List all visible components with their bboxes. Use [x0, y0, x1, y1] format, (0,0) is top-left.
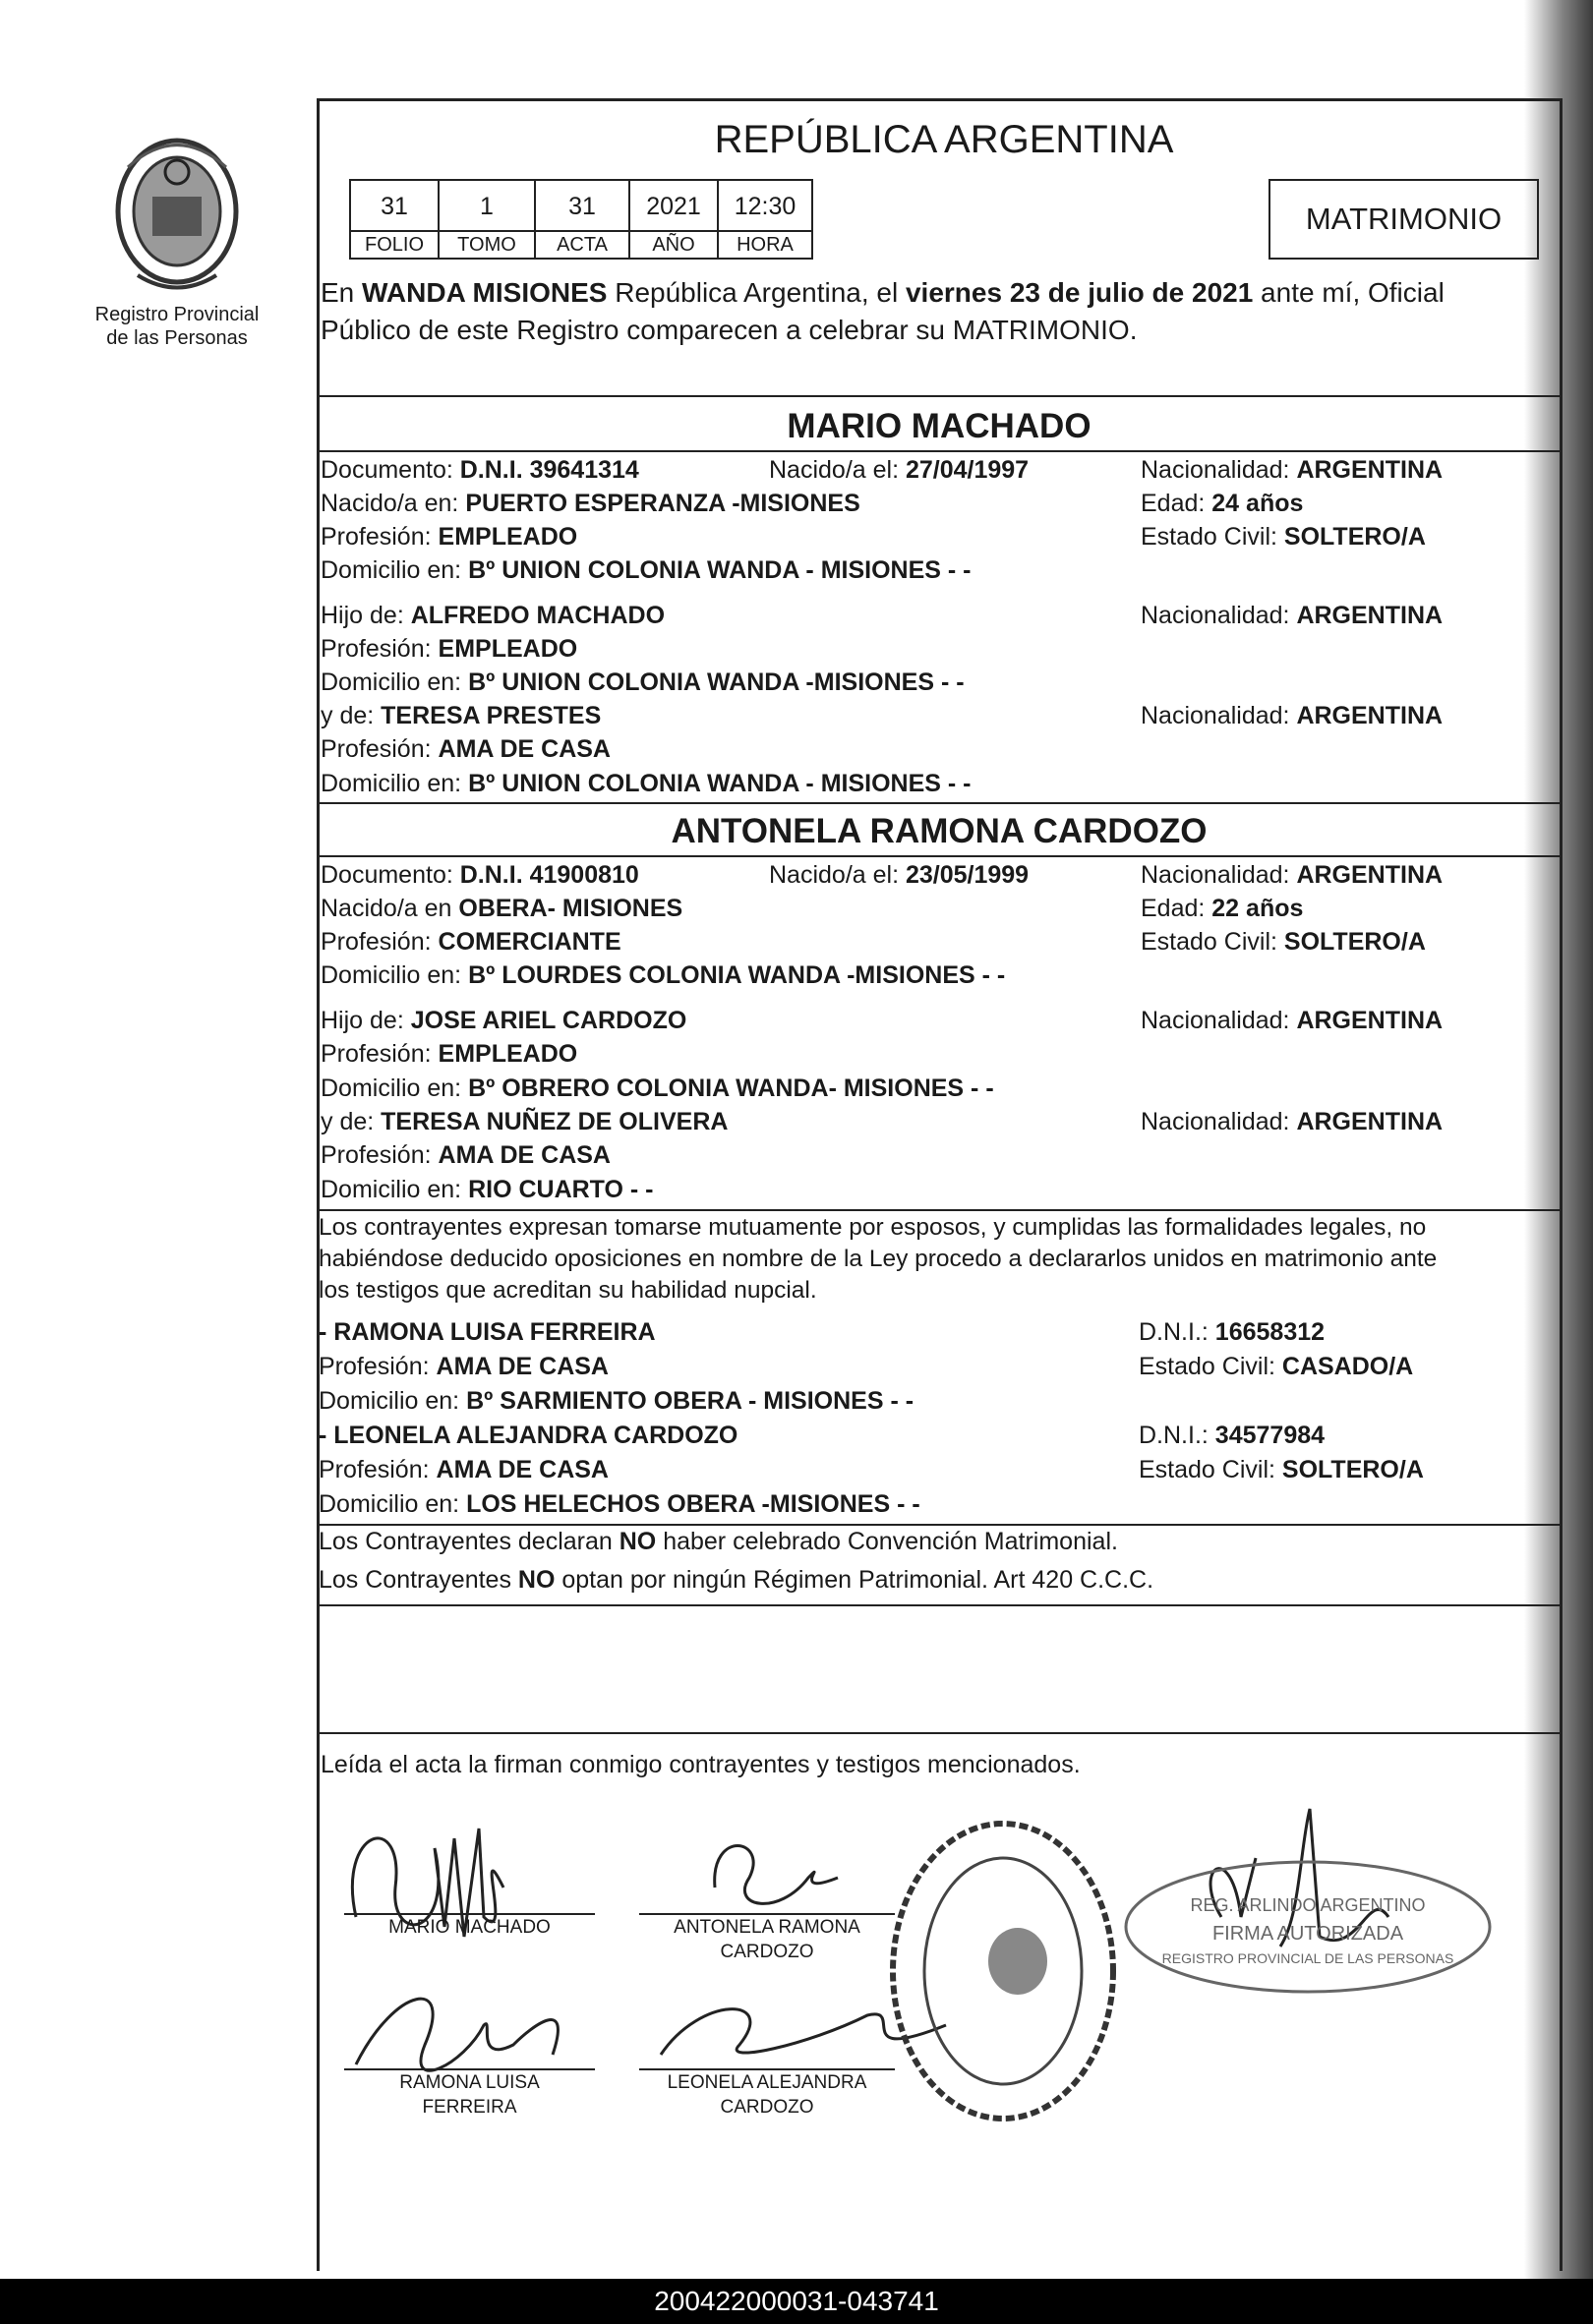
spouse1-father-nacionalidad: Nacionalidad: ARGENTINA — [1141, 602, 1444, 629]
declaration-line-1: Los contrayentes expresan tomarse mutuamente por esposos, y cumplidas las formalidades legales, no — [319, 1214, 1427, 1241]
witness2-domicilio: Domicilio en: LOS HELECHOS OBERA -MISIONES - - — [319, 1490, 920, 1518]
spouse1-nacido-el: Nacido/a el: 27/04/1997 — [769, 456, 1030, 484]
spouse2-mother-nacionalidad: Nacionalidad: ARGENTINA — [1141, 1108, 1444, 1135]
field-acta-label: ACTA — [557, 234, 608, 256]
witness1-estado-civil: Estado Civil: CASADO/A — [1139, 1353, 1414, 1380]
spouse2-mother-domicilio: Domicilio en: RIO CUARTO - - — [321, 1176, 654, 1203]
field-ano-label: AÑO — [652, 234, 695, 256]
spouse1-father-domicilio: Domicilio en: Bº UNION COLONIA WANDA -MISIONES - - — [321, 668, 965, 696]
spouse1-nacido-en: Nacido/a en: PUERTO ESPERANZA -MISIONES — [321, 490, 860, 517]
signature-antonela — [715, 1846, 838, 1904]
spouse1-mother-profesion: Profesión: AMA DE CASA — [321, 735, 611, 763]
divider-7 — [317, 1604, 1562, 1606]
spouse1-documento: Documento: D.N.I. 39641314 — [321, 456, 639, 484]
witness2-estado-civil: Estado Civil: SOLTERO/A — [1139, 1456, 1424, 1483]
spouse1-mother: y de: TERESA PRESTES — [321, 702, 602, 729]
spouse1-nacionalidad: Nacionalidad: ARGENTINA — [1141, 456, 1444, 484]
field-hora-value: 12:30 — [734, 193, 796, 220]
spouse2-domicilio: Domicilio en: Bº LOURDES COLONIA WANDA -MISIONES - - — [321, 961, 1006, 989]
spouse2-nacido-el: Nacido/a el: 23/05/1999 — [769, 861, 1030, 889]
spouse1-name: MARIO MACHADO — [787, 407, 1092, 445]
witness1-name: - RAMONA LUISA FERREIRA — [319, 1318, 656, 1346]
spouse1-domicilio: Domicilio en: Bº UNION COLONIA WANDA - MISIONES - - — [321, 556, 972, 584]
witness2-dni: D.N.I.: 34577984 — [1139, 1422, 1326, 1449]
divider-1 — [317, 395, 1562, 397]
spouse1-mother-domicilio: Domicilio en: Bº UNION COLONIA WANDA - MISIONES - - — [321, 770, 972, 797]
signature-label-4a: LEONELA ALEJANDRA — [667, 2072, 867, 2093]
field-hora-label: HORA — [737, 234, 794, 256]
field-folio-value: 31 — [381, 193, 408, 220]
spouse1-estado-civil: Estado Civil: SOLTERO/A — [1141, 523, 1426, 551]
spouse2-father-nacionalidad: Nacionalidad: ARGENTINA — [1141, 1007, 1444, 1034]
registry-stamp — [885, 1814, 1121, 2128]
intro-line-1: En WANDA MISIONES República Argentina, el viernes 23 de julio de 2021 ante mí, Oficial — [321, 277, 1445, 308]
divider-5 — [317, 1209, 1562, 1211]
misiones-seal-icon — [98, 128, 256, 295]
spouse1-father: Hijo de: ALFREDO MACHADO — [321, 602, 666, 629]
official-stamp-line-3: REGISTRO PROVINCIAL DE LAS PERSONAS — [1161, 1950, 1454, 1966]
spouse1-profesion: Profesión: EMPLEADO — [321, 523, 578, 551]
spouse1-edad: Edad: 24 años — [1141, 490, 1304, 517]
witness2-profesion: Profesión: AMA DE CASA — [319, 1456, 609, 1483]
spouse2-name: ANTONELA RAMONA CARDOZO — [671, 812, 1208, 850]
page-title: REPÚBLICA ARGENTINA — [714, 118, 1174, 161]
official-stamp — [1121, 1853, 1495, 2001]
declaration-line-3: los testigos que acreditan su habilidad nupcial. — [319, 1277, 817, 1304]
declaration-line-2: habiéndose deducido oposiciones en nombre de la Ley procedo a declararlos unidos en matrimonio ante — [319, 1246, 1438, 1272]
registry-logo — [98, 128, 256, 295]
spouse2-nacionalidad: Nacionalidad: ARGENTINA — [1141, 861, 1444, 889]
intro-date: viernes 23 de julio de 2021 — [905, 277, 1254, 308]
spouse2-father-domicilio: Domicilio en: Bº OBRERO COLONIA WANDA- MISIONES - - — [321, 1075, 994, 1102]
spouse2-father-profesion: Profesión: EMPLEADO — [321, 1040, 578, 1068]
field-acta-value: 31 — [568, 193, 596, 220]
field-ano-value: 2021 — [646, 193, 701, 220]
official-stamp-line-2: FIRMA AUTORIZADA — [1211, 1923, 1404, 1945]
signature-label-4b: CARDOZO — [720, 2097, 814, 2118]
witness1-dni: D.N.I.: 16658312 — [1139, 1318, 1326, 1346]
record-type: MATRIMONIO — [1305, 202, 1503, 236]
witness2-name: - LEONELA ALEJANDRA CARDOZO — [319, 1422, 738, 1449]
closing-text: Leída el acta la firman conmigo contrayentes y testigos mencionados. — [321, 1751, 1081, 1778]
signature-label-3b: FERREIRA — [422, 2097, 517, 2118]
signature-label-2a: ANTONELA RAMONA — [674, 1917, 860, 1938]
spouse2-profesion: Profesión: COMERCIANTE — [321, 928, 621, 956]
divider-3 — [317, 802, 1562, 804]
spouse1-mother-nacionalidad: Nacionalidad: ARGENTINA — [1141, 702, 1444, 729]
registry-label-1: Registro Provincial — [94, 304, 260, 325]
field-tomo-value: 1 — [480, 193, 494, 220]
signature-label-1: MARIO MACHADO — [388, 1917, 551, 1938]
frame-top — [317, 98, 1562, 101]
spouse2-mother: y de: TERESA NUÑEZ DE OLIVERA — [321, 1108, 729, 1135]
field-tomo-label: TOMO — [457, 234, 516, 256]
witness1-domicilio: Domicilio en: Bº SARMIENTO OBERA - MISIONES - - — [319, 1387, 914, 1415]
divider-4 — [317, 855, 1562, 857]
field-folio-label: FOLIO — [364, 234, 424, 256]
spouse1-father-profesion: Profesión: EMPLEADO — [321, 635, 578, 663]
registry-label-2: de las Personas — [106, 327, 248, 349]
note-convencion: Los Contrayentes declaran NO haber celebrado Convención Matrimonial. — [319, 1528, 1118, 1555]
divider-2 — [317, 450, 1562, 452]
spouse2-estado-civil: Estado Civil: SOLTERO/A — [1141, 928, 1426, 956]
spouse2-documento: Documento: D.N.I. 41900810 — [321, 861, 639, 889]
signature-ramona — [356, 1999, 558, 2070]
spouse2-nacido-en: Nacido/a en OBERA- MISIONES — [321, 895, 683, 922]
intro-line-2: Público de este Registro comparecen a celebrar su MATRIMONIO. — [321, 315, 1138, 345]
spouse2-father: Hijo de: JOSE ARIEL CARDOZO — [321, 1007, 687, 1034]
footer-code: 200422000031-043741 — [654, 2286, 939, 2316]
signature-label-2b: CARDOZO — [720, 1942, 814, 1962]
official-stamp-line-1: REG. ARLINDO ARGENTINO — [1190, 1895, 1426, 1915]
spouse2-mother-profesion: Profesión: AMA DE CASA — [321, 1141, 611, 1169]
signature-label-3a: RAMONA LUISA — [399, 2072, 540, 2093]
spouse2-edad: Edad: 22 años — [1141, 895, 1304, 922]
intro-place: WANDA MISIONES — [362, 277, 608, 308]
divider-6 — [317, 1524, 1562, 1526]
divider-8 — [317, 1732, 1562, 1734]
witness1-profesion: Profesión: AMA DE CASA — [319, 1353, 609, 1380]
note-regimen: Los Contrayentes NO optan por ningún Régimen Patrimonial. Art 420 C.C.C. — [319, 1566, 1154, 1594]
